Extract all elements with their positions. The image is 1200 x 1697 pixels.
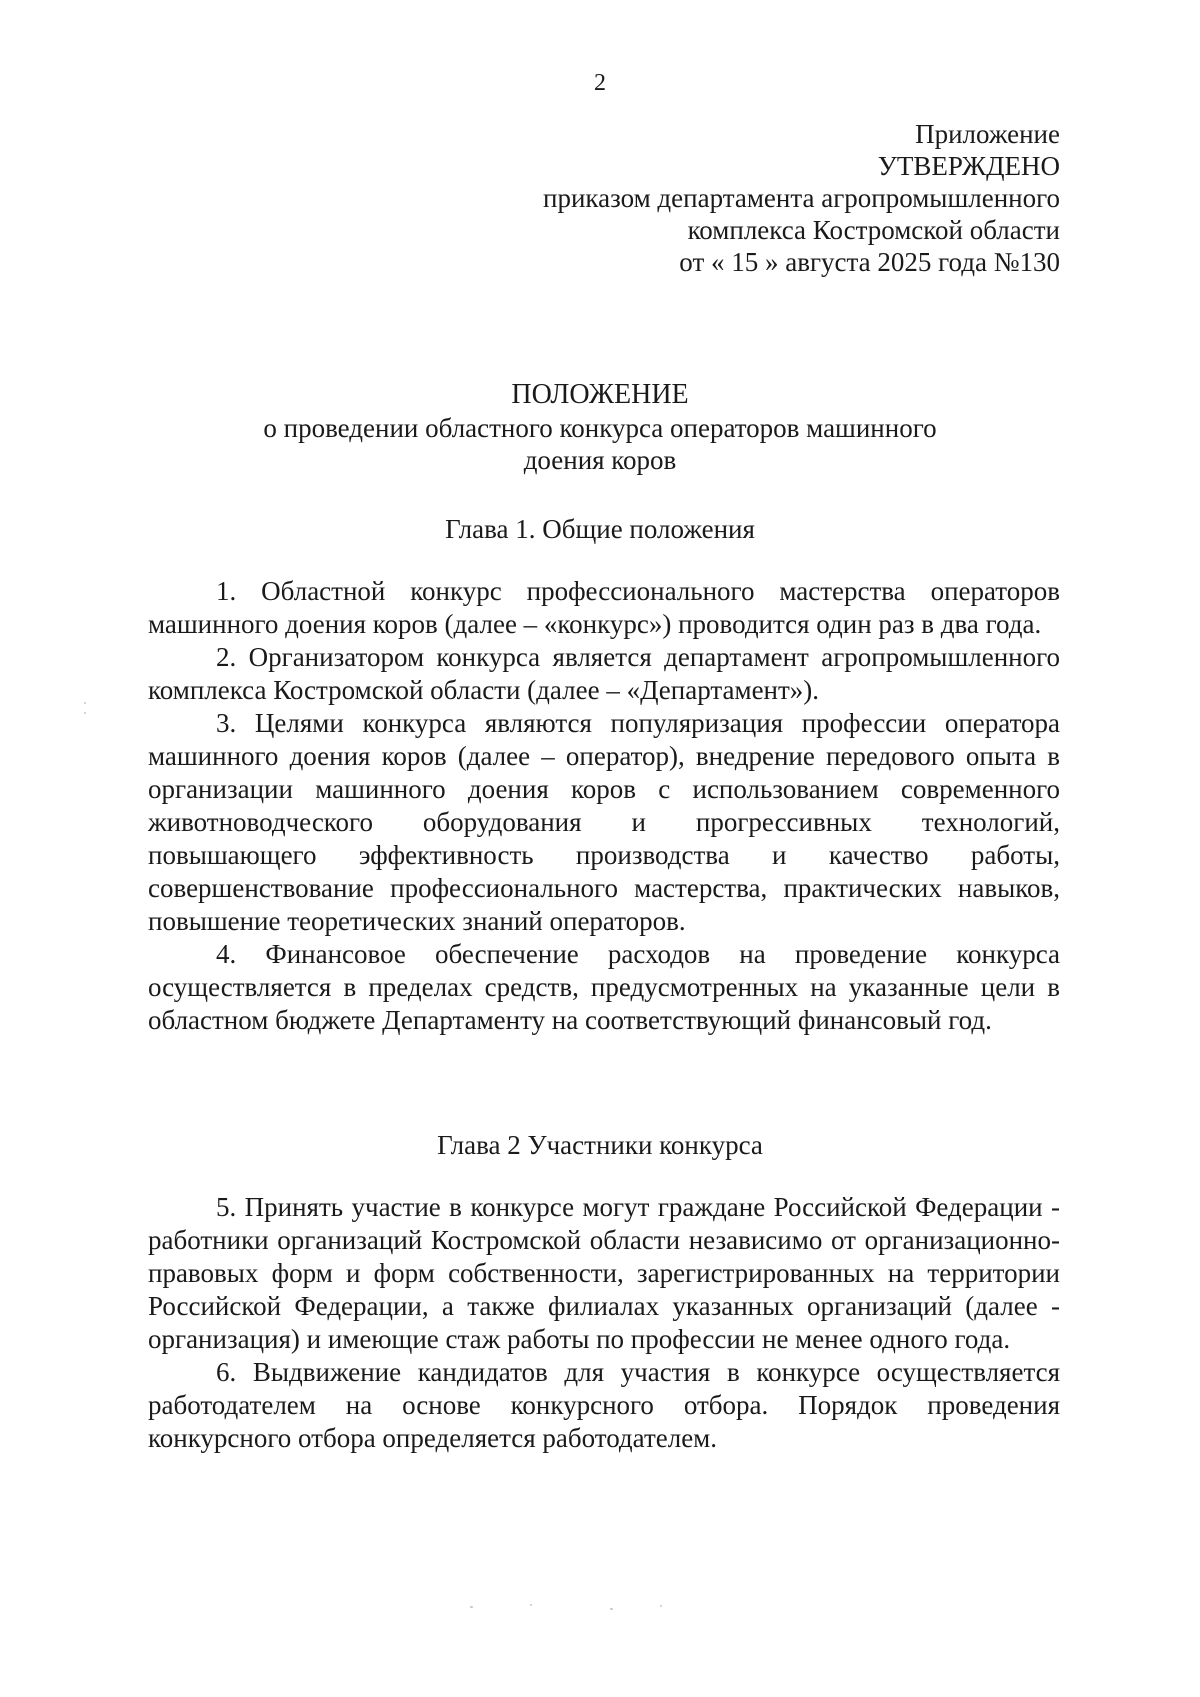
approval-region-line: комплекса Костромской области <box>687 215 1060 245</box>
approval-appendix-label: Приложение <box>915 119 1060 149</box>
paragraph-4: 4. Финансовое обеспечение расходов на проведение конкурса осуществляется в пределах средств, предусмотренных на указанные цели в областном бюджете Департаменту на соответствующий финансовый год. <box>148 939 1060 1035</box>
approval-date-number-line: от « 15 » августа 2025 года №130 <box>679 247 1060 277</box>
page-number: 2 <box>594 70 606 96</box>
document-subtitle-line: доения коров <box>523 445 677 475</box>
paragraph-3: 3. Целями конкурса являются популяризация профессии оператора машинного доения коров (далее – оператор), внедрение передового опыта в организации машинного доения коров с использованием современного животноводческого оборудования и прогрессивных технологий, повышающего эффективность производства и качество работы, совершенствование профессионального мастерства, практических навыков, повышение теоретических знаний операторов. <box>148 708 1060 936</box>
scan-speck <box>470 1606 473 1608</box>
paragraph-1: 1. Областной конкурс профессионального мастерства операторов машинного доения коров (далее – «конкурс») проводится один раз в два года. <box>148 576 1060 639</box>
approval-stamp-block <box>360 118 1060 278</box>
scan-speck <box>530 1604 532 1606</box>
document-title: ПОЛОЖЕНИЕ <box>511 379 689 410</box>
document-subtitle <box>0 412 1200 476</box>
scan-speck <box>84 712 86 714</box>
paragraph-5: 5. Принять участие в конкурсе могут граждане Российской Федерации - работники организаций Костромской области независимо от организационно-правовых форм и форм собственности, зарегистрированных на территории Российской Федерации, а также филиалах указанных организаций (далее - организация) и имеющие стаж работы по профессии не менее одного года. <box>148 1192 1060 1354</box>
chapter-2-heading: Глава 2 Участники конкурса <box>437 1130 763 1160</box>
chapter-1-body <box>148 575 1060 1037</box>
chapter-2-body <box>148 1191 1060 1455</box>
approval-order-line: приказом департамента агропромышленного <box>543 183 1060 213</box>
paragraph-6: 6. Выдвижение кандидатов для участия в конкурсе осуществляется работодателем на основе конкурсного отбора. Порядок проведения конкурсного отбора определяется работодателем. <box>148 1357 1060 1453</box>
scan-speck <box>660 1605 662 1607</box>
paragraph-2: 2. Организатором конкурса является департамент агропромышленного комплекса Костромской области (далее – «Департамент»). <box>148 642 1060 705</box>
document-subtitle-line: о проведении областного конкурса операторов машинного <box>263 413 937 443</box>
scan-speck <box>610 1608 613 1610</box>
chapter-1-heading: Глава 1. Общие положения <box>445 514 755 544</box>
approval-approved-label: УТВЕРЖДЕНО <box>877 151 1060 181</box>
scan-speck <box>84 702 86 704</box>
